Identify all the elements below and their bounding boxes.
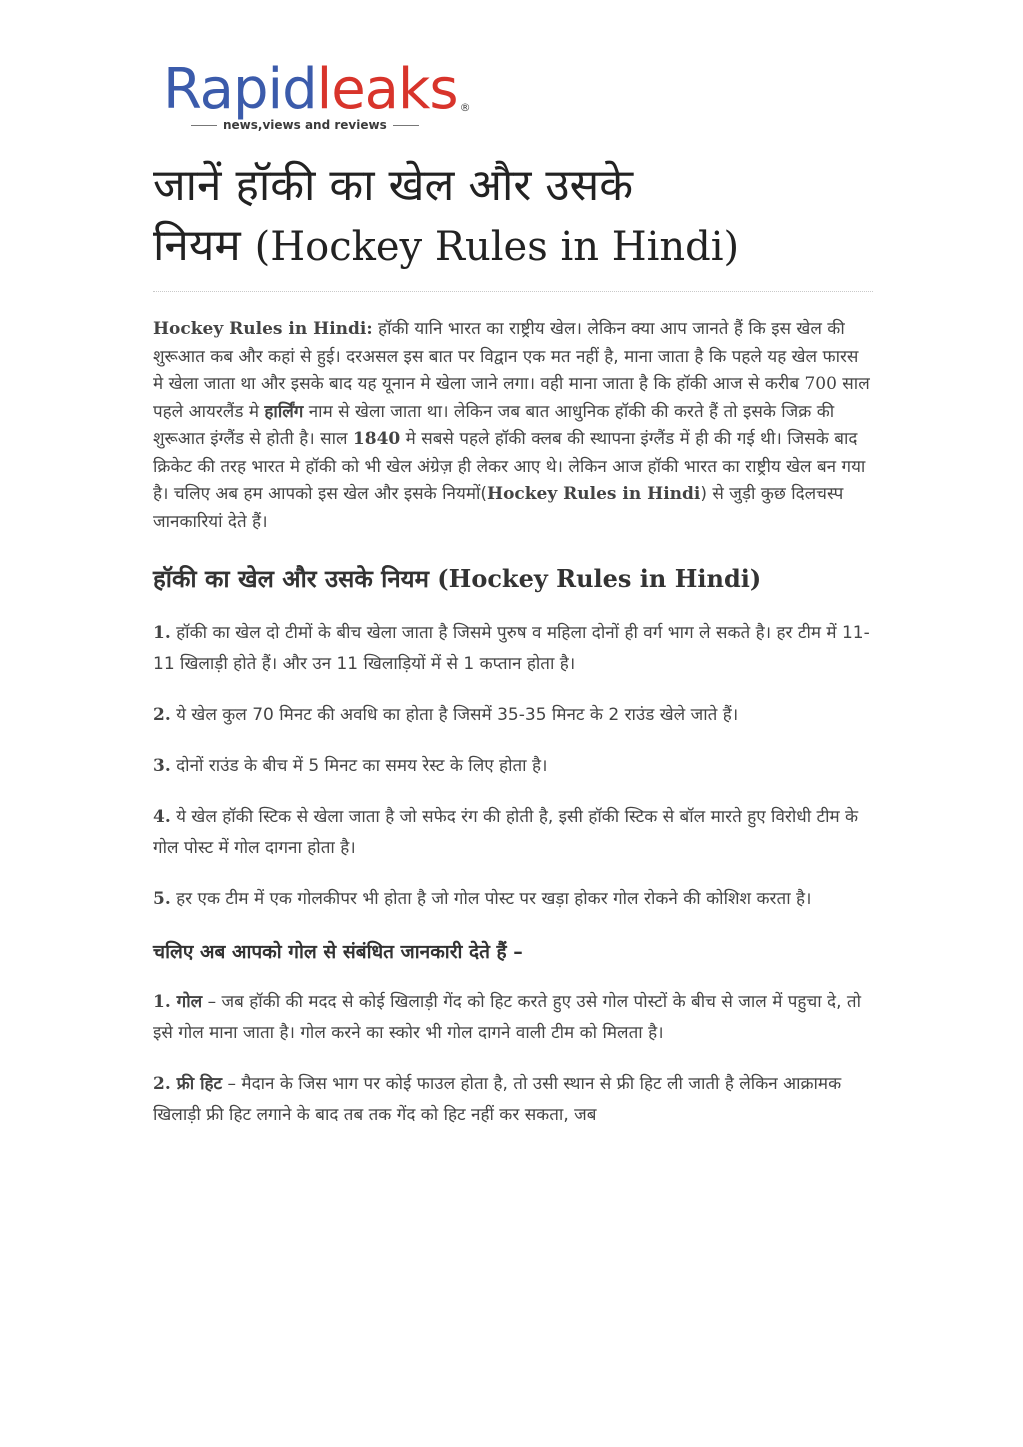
rule-number: 2. [153,705,171,725]
rule-item [153,700,873,731]
rule-text: ये खेल हॉकी स्टिक से खेला जाता है जो सफेद रंग की होती है, इसी हॉकी स्टिक से बॉल मारते हुए विरोधी टीम के गोल पोस्ट में गोल दागना होता है। [153,807,859,858]
intro-lead: Hockey Rules in Hindi: [153,319,373,339]
title-divider [153,291,873,292]
rule-item [153,802,873,864]
document-page [153,57,873,1148]
section-heading-rules [153,560,873,598]
intro-text-3: नाम से खेला जाता था। लेकिन जब बात आधुनिक हॉकी की करते हैं तो इसके जिक्र की शुरूआत इंग्लैंड से होती है। साल [153,401,835,449]
rule-number: 4. [153,807,171,827]
rule-number: 5. [153,889,171,909]
registered-mark: ® [459,101,470,114]
page-title [153,156,873,277]
goal-item [153,987,873,1049]
intro-year: 1840 [352,429,401,449]
tagline-rule-left [191,125,217,126]
rule-text: हर एक टीम में एक गोलकीपर भी होता है जो गोल पोस्ट पर खड़ा होकर गोल रोकने की कोशिश करता है। [170,889,812,909]
rule-item [153,751,873,782]
intro-paragraph [153,316,873,536]
intro-text-2: साल पहले आयरलैंड मे [153,374,870,422]
rule-text: दोनों राउंड के बीच में 5 मिनट का समय रेस्ट के लिए होता है। [170,756,548,776]
logo-part-rapid: Rapid [163,57,317,122]
rule-item [153,618,873,680]
intro-num-700: 700 [804,374,837,394]
logo-wordmark [163,57,470,122]
intro-keyword-rules: Hockey Rules in Hindi [487,484,701,504]
tagline-text: news,views and reviews [223,118,387,132]
title-hindi-line1: जानें हॉकी का खेल और उसके [153,160,634,211]
goal-item [153,1069,873,1131]
intro-text-1: हॉकी यानि भारत का राष्ट्रीय खेल। लेकिन क्या आप जानते हैं कि इस खेल की शुरूआत कब और कहां से हुई। दरअसल इस बात पर विद्वान एक मत नहीं है, माना जाता है कि पहले यह खेल फारस मे खेला जाता था और इसके बाद यह यूनान मे खेला जाने लगा। वही माना जाता है कि हॉकी आज से करीब [153,319,859,394]
logo-part-leaks: leaks [316,57,458,122]
goal-item-number: 2. [153,1074,171,1094]
section-heading-goal: चलिए अब आपको गोल से संबंधित जानकारी देते हैं – [153,941,523,963]
rule-number: 3. [153,756,171,776]
goal-item-keyword: फ्री हिट [170,1074,223,1094]
section-heading-hindi: हॉकी का खेल और उसके नियम [153,565,429,593]
rule-item [153,884,873,915]
goal-item-text: – मैदान के जिस भाग पर कोई फाउल होता है, तो उसी स्थान से फ्री हिट ली जाती है लेकिन आक्रामक खिलाड़ी फ्री हिट लगाने के बाद तब तक गेंद को हिट नहीं कर सकता, जब [153,1074,842,1125]
goal-item-keyword: गोल [170,992,203,1012]
title-english: (Hockey Rules in Hindi) [254,224,740,270]
title-hindi-line2: नियम [153,220,241,271]
goal-item-number: 1. [153,992,171,1012]
tagline-rule-right [393,125,419,126]
intro-text-4: मे सबसे पहले हॉकी क्लब की स्थापना इंग्लैंड में ही की गई थी। जिसके बाद क्रिकेट की तरह भारत मे हॉकी को भी खेल अंग्रेज़ ही लेकर आए थे। लेकिन आज हॉकी भारत का राष्ट्रीय खेल बन गया है। चलिए अब हम आपको इस खेल और इसके नियमों( [153,429,866,504]
rule-text: हॉकी का खेल दो टीमों के बीच खेला जाता है जिसमे पुरुष व महिला दोनों ही वर्ग भाग ले सकते है। हर टीम में 11-11 खिलाड़ी होते हैं। और उन 11 खिलाड़ियों में से 1 कप्तान होता है। [153,623,870,674]
goal-item-text: – जब हॉकी की मदद से कोई खिलाड़ी गेंद को हिट करते हुए उसे गोल पोस्टों के बीच से जाल में पहुचा दे, तो इसे गोल माना जाता है। गोल करने का स्कोर भी गोल दागने वाली टीम को मिलता है। [153,992,861,1043]
rapidleaks-logo[interactable] [163,57,470,150]
intro-text-5: ) से जुड़ी कुछ दिलचस्प जानकारियां देते हैं। [153,484,844,532]
rule-number: 1. [153,623,171,643]
section-heading-english: (Hockey Rules in Hindi) [437,564,762,593]
intro-keyword-harling: हार्लिंग [264,401,304,422]
rule-text: ये खेल कुल 70 मिनट की अवधि का होता है जिसमें 35-35 मिनट के 2 राउंड खेले जाते हैं। [170,705,739,725]
